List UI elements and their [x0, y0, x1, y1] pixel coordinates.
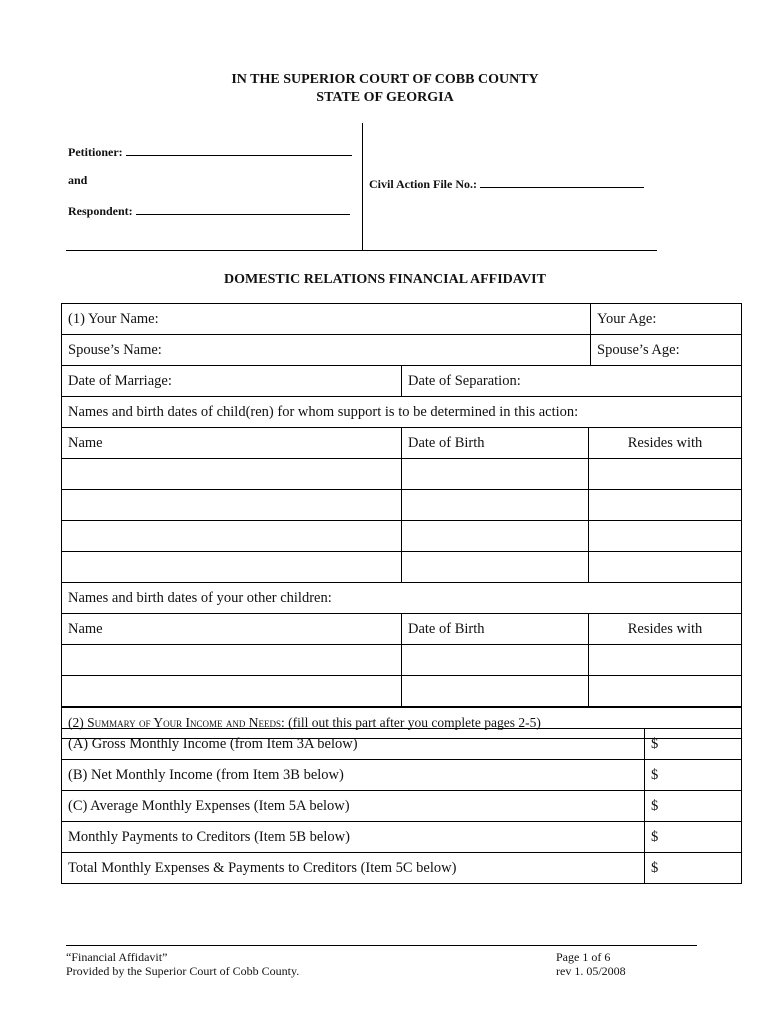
- and-label: and: [68, 173, 88, 187]
- creditor-payments-amount[interactable]: $: [645, 822, 742, 853]
- table-row: [62, 521, 742, 552]
- column-name: Name: [62, 428, 402, 459]
- summary-heading-note: (fill out this part after you complete pages 2-5): [284, 715, 541, 730]
- children-support-heading: Names and birth dates of child(ren) for whom support is to be determined in this action:: [62, 397, 742, 428]
- petitioner-field[interactable]: [126, 143, 352, 156]
- respondent-row: [68, 202, 350, 219]
- spouse-age-cell[interactable]: Spouse’s Age:: [591, 335, 742, 366]
- child-name-input[interactable]: [62, 459, 402, 490]
- average-expenses-amount[interactable]: $: [645, 791, 742, 822]
- footer-left: [66, 950, 299, 978]
- gross-income-amount[interactable]: $: [645, 729, 742, 760]
- summary-table: [61, 728, 742, 884]
- personal-info-table: [61, 303, 742, 739]
- gross-income-label: (A) Gross Monthly Income (from Item 3A below): [62, 729, 645, 760]
- summary-heading-title: Summary of Your Income and Needs:: [87, 715, 285, 730]
- table-row: [62, 729, 742, 760]
- other-child-dob-input[interactable]: [402, 676, 589, 708]
- spouse-name-row: [62, 335, 742, 366]
- net-income-label: (B) Net Monthly Income (from Item 3B below): [62, 760, 645, 791]
- your-name-row: [62, 304, 742, 335]
- table-row: [62, 459, 742, 490]
- footer-revision: rev 1. 05/2008: [556, 964, 626, 978]
- caption-bottom-rule: [66, 250, 657, 251]
- child-name-input[interactable]: [62, 490, 402, 521]
- net-income-amount[interactable]: $: [645, 760, 742, 791]
- state-name: STATE OF GEORGIA: [316, 90, 454, 105]
- average-expenses-label: (C) Average Monthly Expenses (Item 5A below): [62, 791, 645, 822]
- table-row: [62, 760, 742, 791]
- table-row: [62, 822, 742, 853]
- other-child-resides-input[interactable]: [589, 645, 742, 676]
- other-children-heading-row: [62, 583, 742, 614]
- other-child-name-input[interactable]: [62, 645, 402, 676]
- footer-rule: [66, 945, 697, 946]
- spouse-name-cell[interactable]: Spouse’s Name:: [62, 335, 591, 366]
- civil-action-field[interactable]: [480, 175, 644, 188]
- children-support-heading-row: [62, 397, 742, 428]
- other-children-columns-row: [62, 614, 742, 645]
- total-expenses-amount[interactable]: $: [645, 853, 742, 884]
- other-children-heading: Names and birth dates of your other children:: [62, 583, 742, 614]
- children-columns-row: [62, 428, 742, 459]
- column-resides-with: Resides with: [589, 614, 742, 645]
- column-name: Name: [62, 614, 402, 645]
- child-dob-input[interactable]: [402, 552, 589, 583]
- child-dob-input[interactable]: [402, 521, 589, 552]
- creditor-payments-label: Monthly Payments to Creditors (Item 5B below): [62, 822, 645, 853]
- other-child-name-input[interactable]: [62, 676, 402, 708]
- table-row: [62, 552, 742, 583]
- child-dob-input[interactable]: [402, 459, 589, 490]
- child-resides-input[interactable]: [589, 552, 742, 583]
- child-resides-input[interactable]: [589, 490, 742, 521]
- child-name-input[interactable]: [62, 552, 402, 583]
- footer-right: [556, 950, 626, 978]
- footer-doc-name: “Financial Affidavit”: [66, 950, 168, 964]
- child-name-input[interactable]: [62, 521, 402, 552]
- column-date-of-birth: Date of Birth: [402, 614, 589, 645]
- summary-heading-prefix: (2): [68, 715, 88, 730]
- dates-row: [62, 366, 742, 397]
- petitioner-row: [68, 143, 352, 160]
- other-child-dob-input[interactable]: [402, 645, 589, 676]
- respondent-field[interactable]: [136, 202, 350, 215]
- your-name-cell[interactable]: (1) Your Name:: [62, 304, 591, 335]
- table-row: [62, 853, 742, 884]
- column-resides-with: Resides with: [589, 428, 742, 459]
- civil-action-row: [369, 175, 644, 192]
- court-name: IN THE SUPERIOR COURT OF COBB COUNTY: [231, 72, 539, 87]
- table-row: [62, 645, 742, 676]
- other-child-resides-input[interactable]: [589, 676, 742, 708]
- column-date-of-birth: Date of Birth: [402, 428, 589, 459]
- footer-page-number: Page 1 of 6: [556, 950, 611, 964]
- child-resides-input[interactable]: [589, 521, 742, 552]
- table-row: [62, 676, 742, 708]
- date-of-marriage-cell[interactable]: Date of Marriage:: [62, 366, 402, 397]
- total-expenses-label: Total Monthly Expenses & Payments to Creditors (Item 5C below): [62, 853, 645, 884]
- child-resides-input[interactable]: [589, 459, 742, 490]
- table-row: [62, 791, 742, 822]
- table-row: [62, 490, 742, 521]
- date-of-separation-cell[interactable]: Date of Separation:: [402, 366, 742, 397]
- respondent-label: Respondent:: [68, 204, 133, 218]
- affidavit-title: DOMESTIC RELATIONS FINANCIAL AFFIDAVIT: [224, 272, 546, 287]
- petitioner-label: Petitioner:: [68, 145, 123, 159]
- your-age-cell[interactable]: Your Age:: [591, 304, 742, 335]
- child-dob-input[interactable]: [402, 490, 589, 521]
- caption-divider: [362, 123, 363, 250]
- civil-action-label: Civil Action File No.:: [369, 177, 477, 191]
- footer-provided-by: Provided by the Superior Court of Cobb County.: [66, 964, 300, 978]
